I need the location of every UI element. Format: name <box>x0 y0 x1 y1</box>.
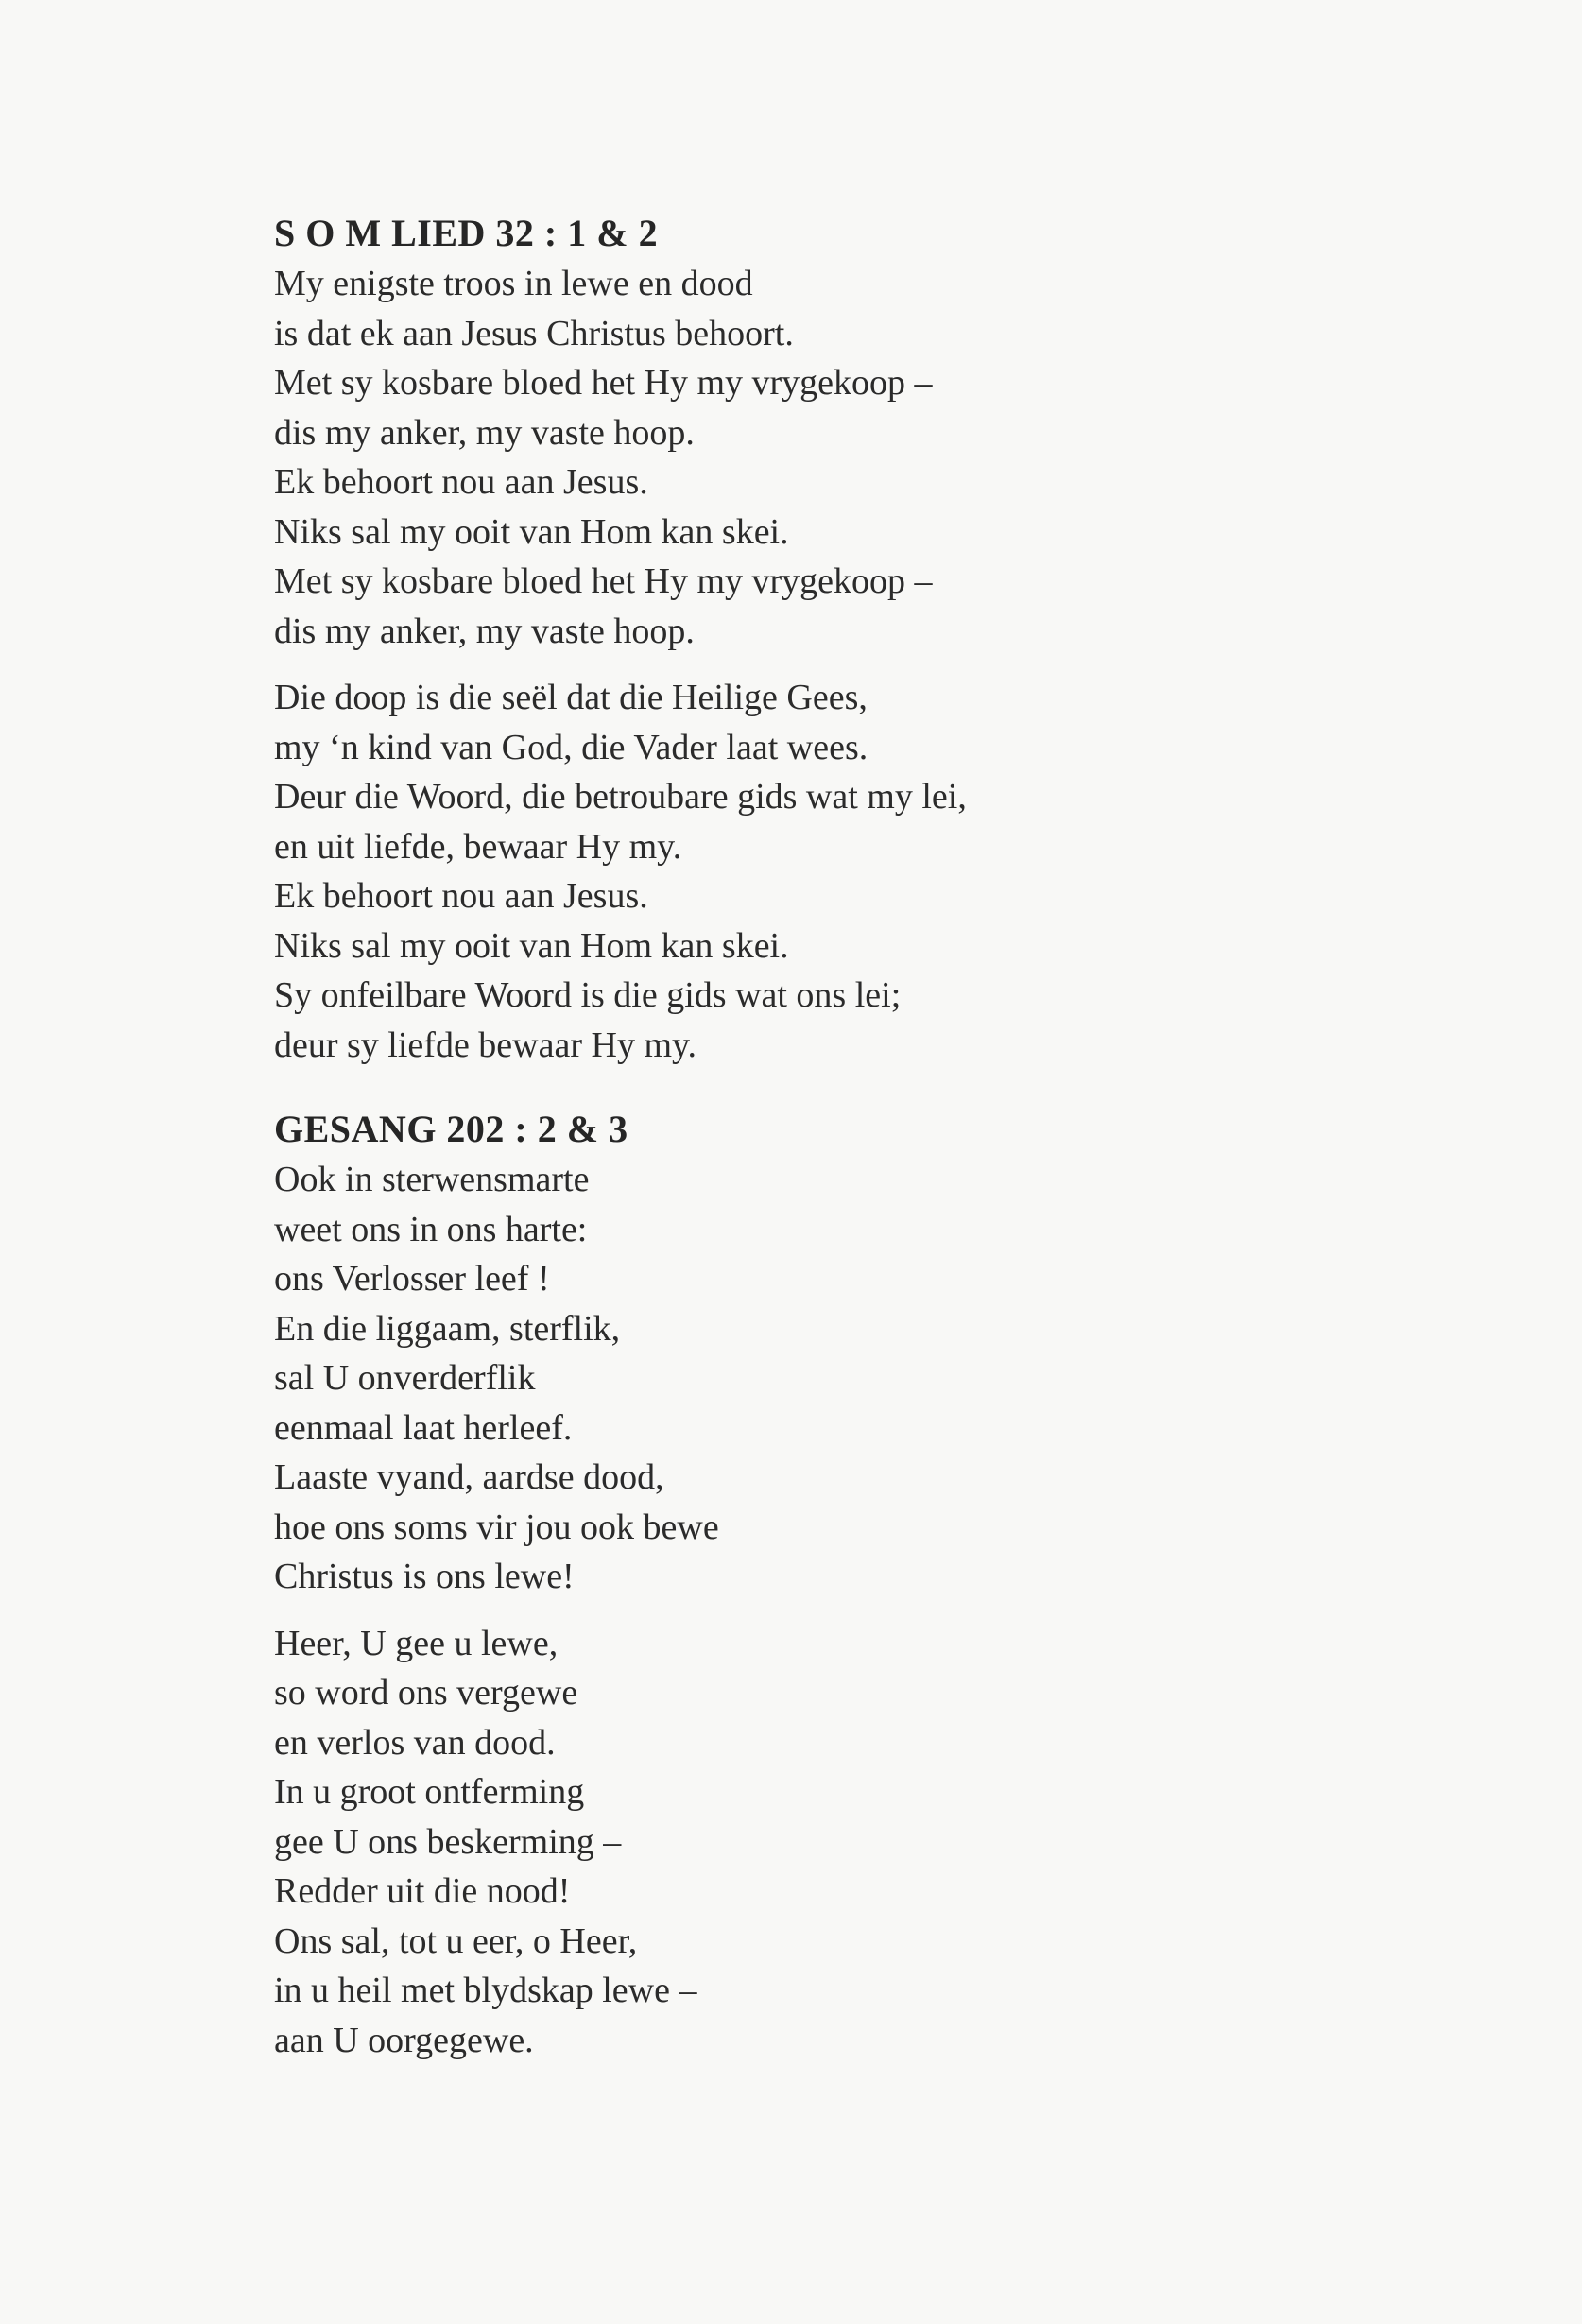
lyric-line: dis my anker, my vaste hoop. <box>274 412 695 453</box>
lyric-line: Niks sal my ooit van Hom kan skei. <box>274 925 789 966</box>
lyric-line: Die doop is die seël dat die Heilige Gees, <box>274 678 868 717</box>
lyric-line: in u heil met blydskap lewe – <box>274 1971 697 2010</box>
verse-2 <box>274 1619 1408 2066</box>
lyric-line: Ons sal, tot u eer, o Heer, <box>274 1920 638 1961</box>
lyric-line: Ook in sterwensmarte <box>274 1160 590 1199</box>
lyric-line: Sy onfeilbare Woord is die gids wat ons lei; <box>274 975 902 1015</box>
lyric-line: deur sy liefde bewaar Hy my. <box>274 1024 697 1065</box>
lyric-line: en verlos van dood. <box>274 1722 556 1763</box>
song-gesang-202 <box>274 1104 1408 2065</box>
lyric-line: hoe ons soms vir jou ook bewe <box>274 1506 719 1547</box>
song-title: S O M LIED 32 : 1 & 2 <box>274 212 659 254</box>
verse-2 <box>274 673 1408 1070</box>
lyric-line: Deur die Woord, die betroubare gids wat my lei, <box>274 777 967 817</box>
song-title: GESANG 202 : 2 & 3 <box>274 1108 628 1150</box>
lyric-line: sal U onverderflik <box>274 1358 536 1398</box>
lyric-line: Heer, U gee u lewe, <box>274 1623 559 1663</box>
lyric-line: so word ons vergewe <box>274 1673 578 1713</box>
lyric-line: My enigste troos in lewe en dood <box>274 264 753 303</box>
lyric-line: weet ons in ons harte: <box>274 1209 588 1249</box>
lyric-line: is dat ek aan Jesus Christus behoort. <box>274 313 794 353</box>
lyric-line: Niks sal my ooit van Hom kan skei. <box>274 511 789 552</box>
lyric-line: Met sy kosbare bloed het Hy my vrygekoop – <box>274 561 933 601</box>
lyric-line: ons Verlosser leef ! <box>274 1259 550 1299</box>
lyric-line: dis my anker, my vaste hoop. <box>274 611 695 651</box>
page-content <box>274 208 1408 2065</box>
lyric-line: In u groot ontferming <box>274 1772 585 1812</box>
verse-1 <box>274 1155 1408 1602</box>
lyric-line: my ‘n kind van God, die Vader laat wees. <box>274 727 868 767</box>
lyric-line: eenmaal laat herleef. <box>274 1407 573 1448</box>
lyric-line: Laaste vyand, aardse dood, <box>274 1457 664 1497</box>
lyric-line: Christus is ons lewe! <box>274 1557 575 1596</box>
lyric-line: en uit liefde, bewaar Hy my. <box>274 826 682 867</box>
lyric-line: Met sy kosbare bloed het Hy my vrygekoop – <box>274 363 933 403</box>
lyric-line: Ek behoort nou aan Jesus. <box>274 876 648 916</box>
song-som-lied-32 <box>274 208 1408 1070</box>
lyric-line: gee U ons beskerming – <box>274 1821 622 1862</box>
lyric-line: Redder uit die nood! <box>274 1871 571 1911</box>
lyric-line: aan U oorgegewe. <box>274 2020 534 2060</box>
lyric-line: Ek behoort nou aan Jesus. <box>274 462 648 502</box>
verse-1 <box>274 259 1408 656</box>
lyric-line: En die liggaam, sterflik, <box>274 1308 621 1349</box>
